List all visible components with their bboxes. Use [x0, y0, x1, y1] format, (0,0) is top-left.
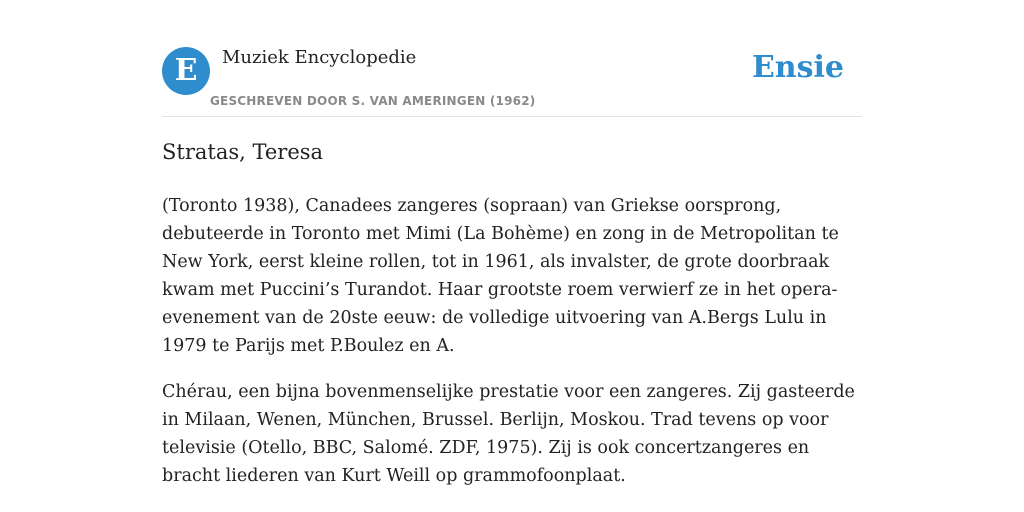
entry-paragraph: (Toronto 1938), Canadees zangeres (sopraan) van Griekse oorsprong, debuteerde in Toronto met Mimi (La Bohème) en zong in de Metropolitan te New York, eerst kleine rollen, tot in 1961, als invalster, de grote doorbraak kwam met Puccini’s Turandot. Haar grootste roem verwierf ze in het opera-evenement van de 20ste eeuw: de volledige uitvoering van A.Bergs Lulu in 1979 te Parijs met P.Boulez en A. [162, 196, 839, 356]
entry-body [162, 192, 862, 508]
author-byline: GESCHREVEN DOOR S. VAN AMERINGEN (1962) [210, 94, 536, 108]
book-title-link[interactable]: Muziek Encyclopedie [222, 47, 417, 68]
ensie-brand-logo[interactable]: Ensie [751, 50, 844, 85]
header [162, 46, 862, 117]
entry-paragraph: Chérau, een bijna bovenmenselijke prestatie voor een zangeres. Zij gasteerde in Milaan, Wenen, München, Brussel. Berlijn, Moskou. Trad tevens op voor televisie (Otello, BBC, Salomé. ZDF, 1975). Zij is ook concertzangeres en bracht liederen van Kurt Weill op grammofoonplaat. [162, 382, 855, 486]
encyclopedia-logo-icon[interactable]: E [162, 47, 210, 95]
entry-title: Stratas, Teresa [162, 140, 324, 164]
